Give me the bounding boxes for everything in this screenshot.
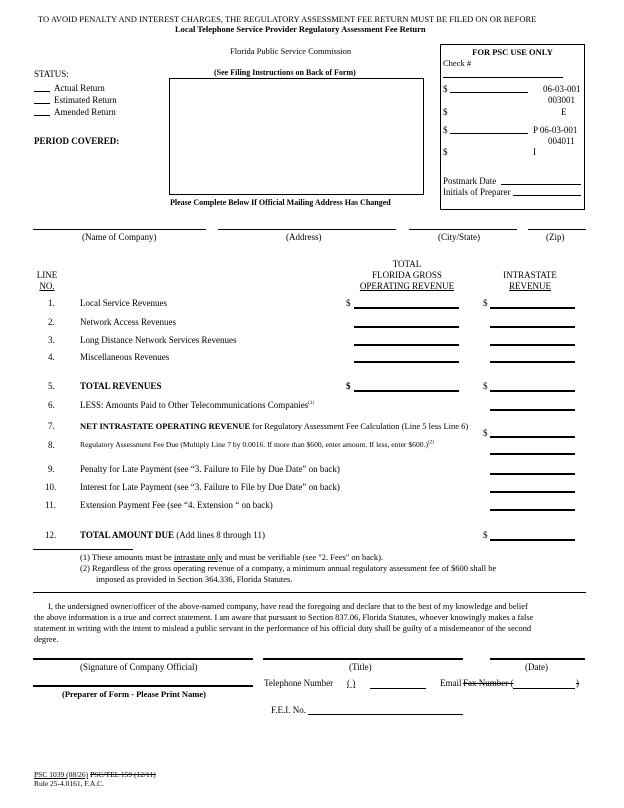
- psc-row-dollar: $: [443, 125, 448, 135]
- zip-label: (Zip): [546, 232, 565, 242]
- col1-header-1: TOTAL: [392, 259, 422, 269]
- line-number: 3.: [48, 335, 55, 345]
- intrastate-revenue-field[interactable]: [490, 344, 575, 346]
- line-number: 9.: [48, 464, 55, 474]
- initials-preparer-label: Initials of Preparer: [443, 187, 511, 197]
- title-label: (Title): [349, 662, 372, 672]
- line-label: Miscellaneous Revenues: [80, 352, 170, 362]
- psc-row-line: [450, 92, 528, 93]
- date-label: (Date): [525, 662, 548, 672]
- intrastate-revenue-field[interactable]: [490, 491, 575, 493]
- declaration-line: the above information is a true and correct statement. I am aware that pursuant to Section 837.06, Florida Statutes, whoever knowingly makes a false: [34, 613, 534, 622]
- intrastate-revenue-field[interactable]: [490, 307, 575, 309]
- status-label: STATUS:: [34, 69, 69, 79]
- intrastate-revenue-field[interactable]: [490, 509, 575, 511]
- psc-box-title: FOR PSC USE ONLY: [472, 47, 553, 57]
- actual-return-label: Actual Return: [54, 83, 105, 93]
- intrastate-revenue-field[interactable]: [490, 409, 575, 411]
- gross-revenue-field[interactable]: [354, 361, 459, 363]
- estimated-return-label: Estimated Return: [54, 95, 117, 105]
- form-title: Local Telephone Service Provider Regulatory Assessment Fee Return: [175, 24, 426, 34]
- address-label: (Address): [286, 232, 322, 242]
- dollar-sign: $: [346, 298, 351, 308]
- line-number: 5.: [48, 381, 55, 391]
- dollar-sign: $: [483, 381, 488, 391]
- fax-number-struck: Fax Number (: [463, 678, 514, 688]
- footnote-1: (1) These amounts must be intrastate only and must be verifiable (see "2. Fees" on back).: [80, 552, 384, 562]
- declaration-line: degree.: [34, 635, 59, 644]
- address-field[interactable]: [218, 229, 396, 230]
- preparer-label: (Preparer of Form - Please Print Name): [62, 689, 206, 699]
- postmark-date-line: [501, 184, 581, 185]
- intrastate-revenue-field[interactable]: [490, 453, 575, 455]
- city-state-label: (City/State): [438, 232, 480, 242]
- line-label: Regulatory Assessment Fee Due (Multiply Line 7 by 0.0016. If more than $600, enter amount. If less, enter $600.)$^{(2)}$: [80, 440, 434, 449]
- zip-field[interactable]: [528, 229, 586, 230]
- check-number-line: [443, 77, 563, 78]
- line-number: 4.: [48, 352, 55, 362]
- col1-header-2: FLORIDA GROSS: [372, 270, 442, 280]
- fax-close-paren: ): [576, 678, 579, 688]
- psc-row-code: 06-03-001: [543, 84, 581, 94]
- signature-label: (Signature of Company Official): [80, 662, 198, 672]
- intrastate-revenue-field[interactable]: [490, 361, 575, 363]
- intrastate-revenue-field[interactable]: [490, 436, 575, 438]
- gross-revenue-field[interactable]: [354, 326, 459, 328]
- declaration-divider: [33, 592, 586, 593]
- email-label: Email: [440, 678, 462, 688]
- gross-revenue-field[interactable]: [354, 307, 459, 309]
- address-change-note: Please Complete Below If Official Mailing Address Has Changed: [170, 198, 391, 207]
- postmark-date-label: Postmark Date: [443, 176, 497, 186]
- line-label: TOTAL AMOUNT DUE (Add lines 8 through 11): [80, 530, 265, 540]
- line-number: 10.: [45, 482, 57, 492]
- psc-row-code: I: [533, 147, 536, 157]
- telephone-field[interactable]: ( ): [347, 678, 356, 688]
- declaration-line: I, the undersigned owner/officer of the above-named company, have read the foregoing and declare that to the best of my knowledge and belief: [48, 602, 528, 611]
- line-number: 8.: [48, 440, 55, 450]
- psc-row-code: E: [561, 107, 567, 117]
- amended-return-checkbox[interactable]: [34, 115, 50, 116]
- footnote-2-line2: imposed as provided in Section 364.336, Florida Statutes.: [96, 574, 293, 584]
- filing-instructions: (See Filing Instructions on Back of Form): [214, 68, 356, 77]
- title-field[interactable]: [263, 658, 463, 660]
- line-number: 12.: [45, 530, 57, 540]
- line-label: Penalty for Late Payment (see “3. Failure to File by Due Date” on back): [80, 464, 340, 474]
- dollar-sign: $: [483, 298, 488, 308]
- line-label: Long Distance Network Services Revenues: [80, 335, 237, 345]
- telephone-label: Telephone Number: [264, 678, 334, 688]
- col2-header-1: INTRASTATE: [503, 270, 557, 280]
- line-number: 6.: [48, 400, 55, 410]
- mailing-address-box[interactable]: [169, 78, 424, 195]
- city-state-field[interactable]: [409, 229, 517, 230]
- intrastate-revenue-field[interactable]: [490, 326, 575, 328]
- line-label: TOTAL REVENUES: [80, 381, 162, 391]
- company-name-field[interactable]: [33, 229, 206, 230]
- company-name-label: (Name of Company): [82, 232, 157, 242]
- initials-preparer-line: [513, 195, 581, 196]
- estimated-return-checkbox[interactable]: [34, 103, 50, 104]
- footnote-separator: [33, 549, 133, 550]
- telephone-line[interactable]: [370, 688, 426, 689]
- line-number: 7.: [48, 421, 55, 431]
- fei-field[interactable]: [308, 714, 463, 715]
- actual-return-checkbox[interactable]: [34, 91, 50, 92]
- footnote-2-line1: (2) Regardless of the gross operating revenue of a company, a minimum annual regulatory assessment fee of $600 shall be: [80, 563, 497, 573]
- psc-row-dollar: $: [443, 84, 448, 94]
- psc-row-dollar: $: [443, 107, 448, 117]
- psc-row-code: 003001: [548, 95, 575, 105]
- psc-row-code: 004011: [548, 136, 575, 146]
- filing-notice: TO AVOID PENALTY AND INTEREST CHARGES, THE REGULATORY ASSESSMENT FEE RETURN MUST BE FILED ON OR BEFORE: [38, 14, 537, 24]
- line-label: LESS: Amounts Paid to Other Telecommunications Companies$^{(1)}$: [80, 400, 315, 410]
- line-label: NET INTRASTATE OPERATING REVENUE for Regulatory Assessment Fee Calculation (Line 5 less Line 6): [80, 421, 469, 431]
- line-label: Extension Payment Fee (see “4. Extension “ on back): [80, 500, 273, 510]
- dollar-sign: $: [346, 381, 351, 391]
- check-number-label: Check #: [443, 58, 472, 68]
- total-amount-due-field[interactable]: [490, 539, 575, 541]
- line-header: LINE: [36, 270, 58, 280]
- col2-header-2: REVENUE: [509, 281, 551, 291]
- intrastate-revenue-field[interactable]: [490, 390, 575, 392]
- line-label: Network Access Revenues: [80, 317, 176, 327]
- psc-row-code: P 06-03-001: [533, 125, 578, 135]
- line-number: 11.: [45, 500, 56, 510]
- form-number: PSC 1039 (08/26) PSC/TEL 159 (12/11): [34, 770, 156, 779]
- date-field[interactable]: [490, 658, 585, 660]
- line-label: Interest for Late Payment (see “3. Failure to File by Due Date” on back): [80, 482, 340, 492]
- line-label: Local Service Revenues: [80, 298, 167, 308]
- dollar-sign: $: [483, 428, 488, 438]
- intrastate-revenue-field[interactable]: [490, 473, 575, 475]
- amended-return-label: Amended Return: [54, 107, 116, 117]
- commission-name: Florida Public Service Commission: [230, 46, 352, 56]
- col1-header-3: OPERATING REVENUE: [359, 281, 455, 291]
- gross-revenue-field[interactable]: [354, 344, 459, 346]
- fei-label: F.E.I. No.: [271, 705, 307, 715]
- line-number: 2.: [48, 317, 55, 327]
- preparer-name-field[interactable]: [33, 685, 253, 687]
- psc-use-only-box: [440, 44, 585, 210]
- period-covered-label: PERIOD COVERED:: [34, 136, 120, 146]
- line-number: 1.: [48, 298, 55, 308]
- psc-row-dollar: $: [443, 147, 448, 157]
- dollar-sign: $: [483, 530, 488, 540]
- declaration-text: [34, 601, 533, 645]
- declaration-line: statement in writing with the intent to mislead a public servant in the performance of his official duty shall be guilty of a misdemeanor of the second: [34, 624, 532, 633]
- psc-row-line: [450, 133, 528, 134]
- signature-field[interactable]: [33, 658, 253, 660]
- no-header: NO.: [39, 281, 55, 291]
- rule-reference: Rule 25-4.0161, F.A.C.: [34, 779, 105, 788]
- gross-revenue-field[interactable]: [354, 390, 459, 392]
- email-field[interactable]: [513, 688, 575, 689]
